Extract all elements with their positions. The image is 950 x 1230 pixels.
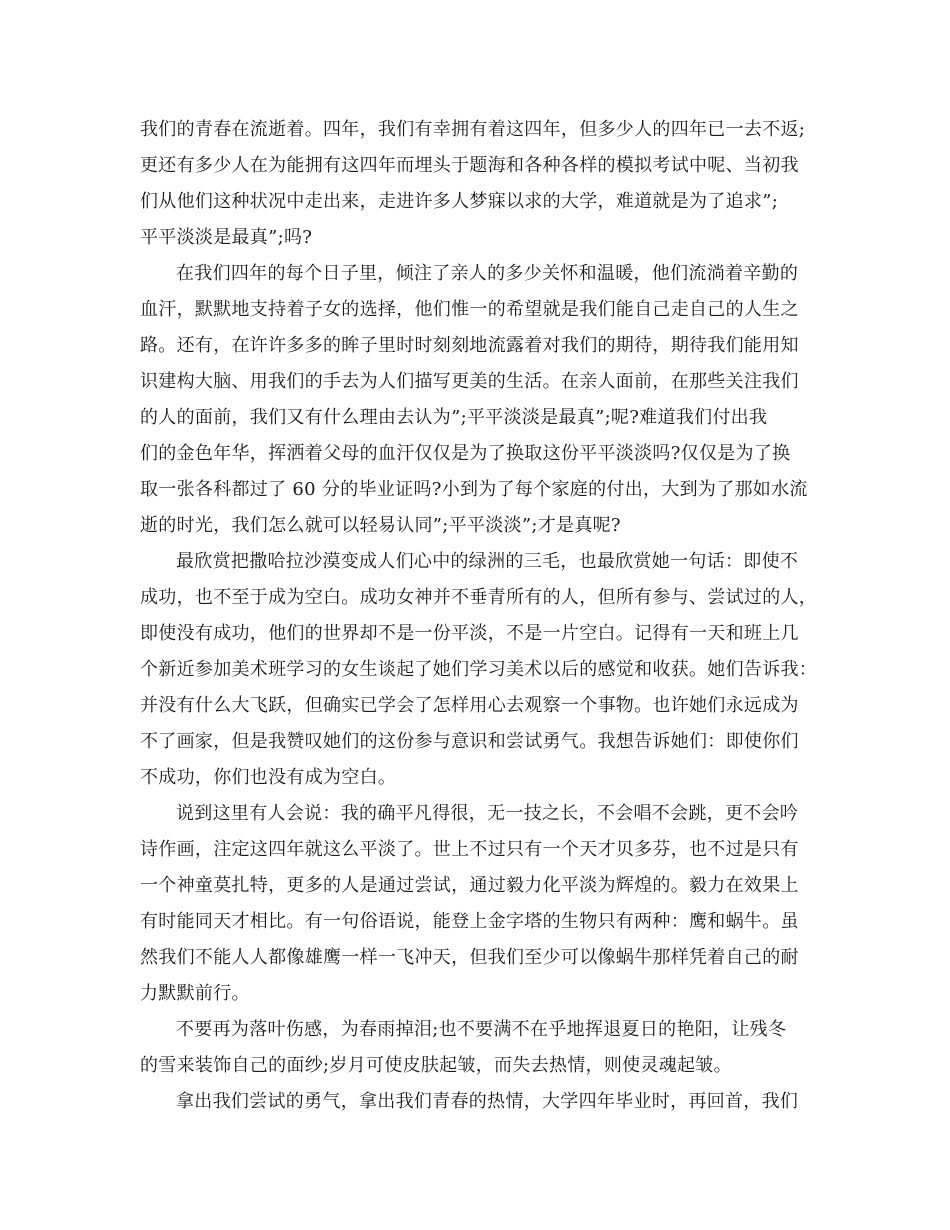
paragraph-line: 力默默前行。 — [140, 983, 250, 1004]
paragraph-line: 个新近参加美术班学习的女生谈起了她们学习美术以后的感觉和收获。她们告诉我： — [140, 659, 818, 680]
document-body — [140, 112, 820, 1120]
paragraph-line: 们从他们这种状况中走出来，走进许多人梦寐以求的大学，难道就是为了追求”; — [140, 191, 779, 212]
paragraph-5 — [140, 1012, 820, 1084]
paragraph-line: 路。还有，在许许多多的眸子里时时刻刻地流露着对我们的期待，期待我们能用知 — [140, 335, 799, 356]
paragraph-line: 血汗，默默地支持着子女的选择，他们惟一的希望就是我们能自己走自己的人生之 — [140, 299, 799, 320]
paragraph-3 — [140, 544, 820, 796]
paragraph-line: 最欣赏把撒哈拉沙漠变成人们心中的绿洲的三毛，也最欣赏她一句话：即使不 — [176, 551, 799, 572]
paragraph-line: 平平淡淡是最真”;吗? — [140, 227, 313, 248]
paragraph-2 — [140, 256, 820, 544]
paragraph-line: 有时能同天才相比。有一句俗语说，能登上金字塔的生物只有两种：鹰和蜗牛。虽 — [140, 911, 799, 932]
paragraph-line: 在我们四年的每个日子里，倾注了亲人的多少关怀和温暖，他们流淌着辛勤的 — [176, 263, 799, 284]
paragraph-line: 即使没有成功，他们的世界却不是一份平淡，不是一片空白。记得有一天和班上几 — [140, 623, 799, 644]
paragraph-line: 不了画家，但是我赞叹她们的这份参与意识和尝试勇气。我想告诉她们：即使你们 — [140, 731, 799, 752]
paragraph-line: 我们的青春在流逝着。四年，我们有幸拥有着这四年，但多少人的四年已一去不返; — [140, 119, 806, 140]
paragraph-line: 的雪来装饰自己的面纱;岁月可使皮肤起皱，而失去热情，则使灵魂起皱。 — [140, 1055, 732, 1076]
paragraph-line: 成功，也不至于成为空白。成功女神并不垂青所有的人，但所有参与、尝试过的人， — [140, 587, 818, 608]
paragraph-line: 不成功，你们也没有成为空白。 — [140, 767, 397, 788]
paragraph-line: 更还有多少人在为能拥有这四年而埋头于题海和各种各样的模拟考试中呢、当初我 — [140, 155, 799, 176]
paragraph-line: 说到这里有人会说：我的确平凡得很，无一技之长，不会唱不会跳，更不会吟 — [176, 803, 799, 824]
paragraph-line: 逝的时光，我们怎么就可以轻易认同”;平平淡淡”;才是真呢? — [140, 515, 621, 536]
paragraph-line: 的人的面前，我们又有什么理由去认为”;平平淡淡是最真”;呢?难道我们付出我 — [140, 407, 768, 428]
paragraph-line: 诗作画，注定这四年就这么平淡了。世上不过只有一个天才贝多芬，也不过是只有 — [140, 839, 799, 860]
paragraph-line: 并没有什么大飞跃，但确实已学会了怎样用心去观察一个事物。也许她们永远成为 — [140, 695, 799, 716]
paragraph-line: 们的金色年华，挥洒着父母的血汗仅仅是为了换取这份平平淡淡吗?仅仅是为了换 — [140, 443, 791, 464]
paragraph-line: 一个神童莫扎特，更多的人是通过尝试，通过毅力化平淡为辉煌的。毅力在效果上 — [140, 875, 799, 896]
paragraph-6 — [140, 1084, 820, 1120]
paragraph-line: 拿出我们尝试的勇气，拿出我们青春的热情，大学四年毕业时，再回首，我们 — [176, 1091, 799, 1112]
paragraph-line: 取一张各科都过了 60 分的毕业证吗?小到为了每个家庭的付出，大到为了那如水流 — [140, 479, 808, 500]
paragraph-line: 不要再为落叶伤感，为春雨掉泪;也不要满不在乎地挥退夏日的艳阳，让残冬 — [176, 1019, 787, 1040]
paragraph-line: 然我们不能人人都像雄鹰一样一飞冲天，但我们至少可以像蜗牛那样凭着自己的耐 — [140, 947, 799, 968]
paragraph-line: 识建构大脑、用我们的手去为人们描写更美的生活。在亲人面前，在那些关注我们 — [140, 371, 799, 392]
paragraph-1 — [140, 112, 820, 256]
paragraph-4 — [140, 796, 820, 1012]
